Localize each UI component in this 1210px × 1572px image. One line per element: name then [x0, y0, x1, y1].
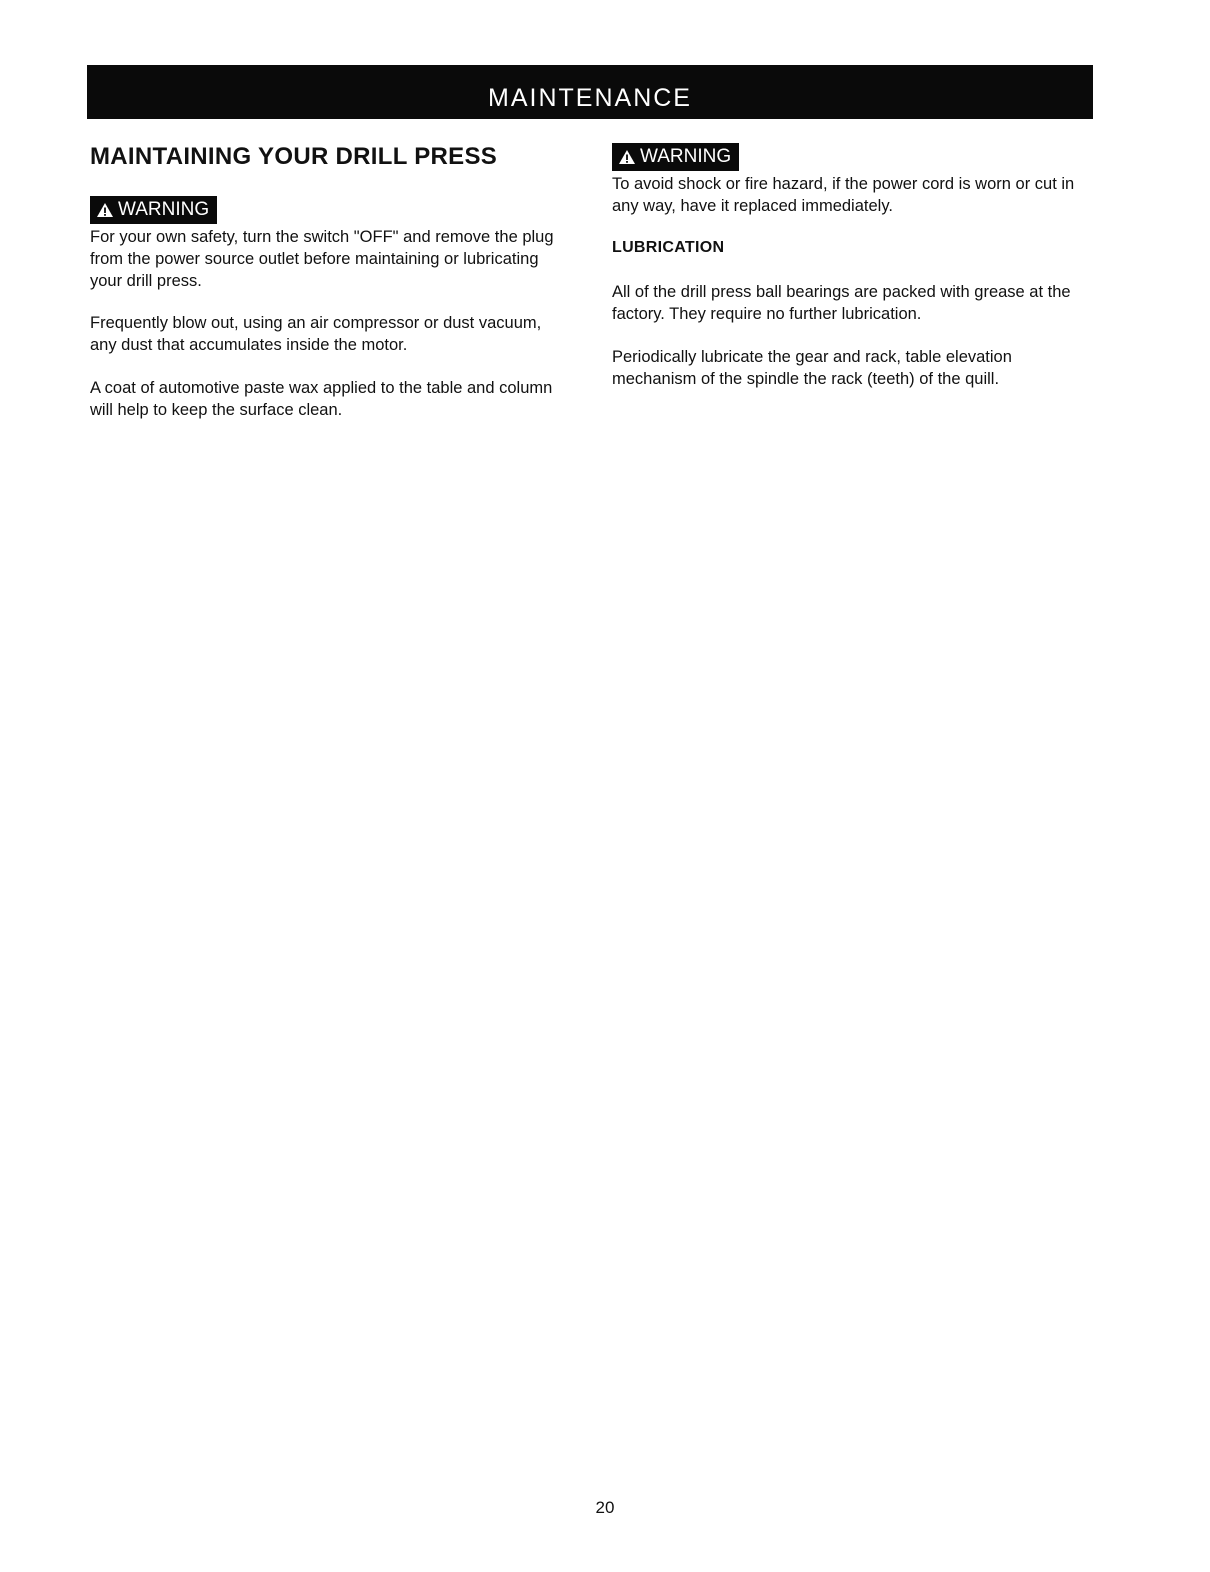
- section-title: MAINTAINING YOUR DRILL PRESS: [90, 143, 498, 170]
- lubrication-heading: LUBRICATION: [612, 239, 725, 256]
- paragraph-wax: A coat of automotive paste wax applied to the table and column will help to keep the surface clean.: [90, 379, 553, 419]
- warning-triangle-icon: [618, 149, 636, 165]
- paragraph-dust: Frequently blow out, using an air compressor or dust vacuum, any dust that accumulates inside the motor.: [90, 314, 542, 354]
- paragraph-lubricate: Periodically lubricate the gear and rack, table elevation mechanism of the spindle the rack (teeth) of the quill.: [612, 348, 1012, 388]
- warning-text-left: For your own safety, turn the switch "OFF" and remove the plug from the power source outlet before maintaining or lubricating your drill press.: [90, 228, 554, 290]
- warning-label: WARNING: [118, 199, 210, 220]
- warning-badge-left: [90, 196, 217, 224]
- page-number: 20: [595, 1498, 615, 1517]
- warning-label: WARNING: [640, 146, 732, 167]
- section-header-bar: [87, 65, 1093, 119]
- warning-triangle-icon: [96, 202, 114, 218]
- warning-badge-right: [612, 143, 739, 171]
- section-header-title: MAINTENANCE: [488, 84, 692, 112]
- warning-text-right: To avoid shock or fire hazard, if the power cord is worn or cut in any way, have it replaced immediately.: [612, 175, 1075, 215]
- paragraph-bearings: All of the drill press ball bearings are packed with grease at the factory. They require no further lubrication.: [612, 283, 1071, 323]
